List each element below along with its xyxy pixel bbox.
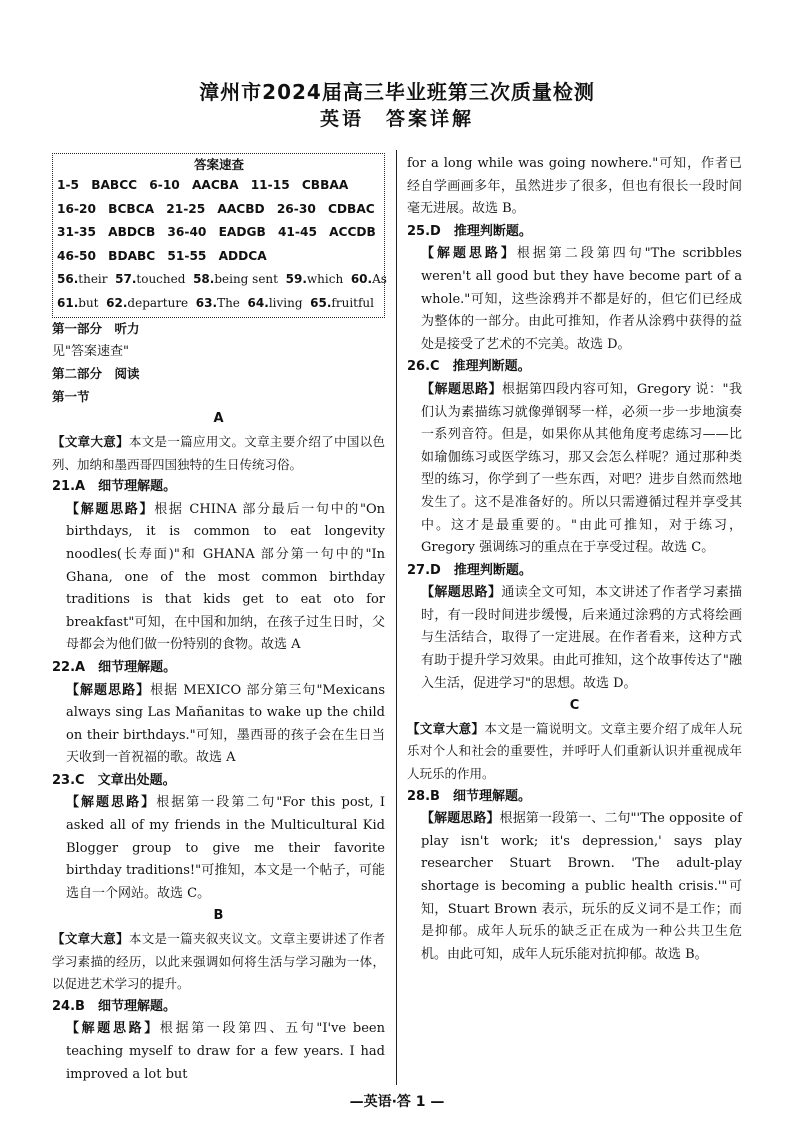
- reason-text: 根据 CHINA 部分最后一句中的"On birthdays, it is common to eat longevity noodles(长寿面)"和 GHANA 部分第一句中的"In Ghana, one of the most common birthday traditions is that kids get to eat oto for breakfast"可知，在中国和加纳，在孩子过生日时，父母都会为他们做一份特别的食物。故选 A: [66, 501, 385, 653]
- item-number: 57.: [115, 272, 137, 286]
- item-number: 61.: [57, 295, 79, 310]
- passage-label: A: [213, 411, 224, 427]
- reason-text: 根据第四段内容可知，Gregory 说："我们认为素描练习就像弹钢琴一样，必须一步一步地演奏一系列音符。但是，如果你从其他角度考虑练习——比如瑜伽练习或医学练习，那又会怎么样呢？通过那种类型的练习，你学到了一些东西，对吧？进步自然而然地发生了。这不是准备好的。所以只需遵循过程并享受其中。这才是最重要的。"由此可推知，对于练习，Gregory 强调练习的重点在于享受过程。故选 C。: [421, 381, 742, 556]
- item-number: 62.: [106, 295, 128, 310]
- item-answer: but: [78, 295, 99, 310]
- reason-text: 根据 MEXICO 部分第三句"Mexicans always sing Las Mañanitas to wake up the child on their birthdays."可知，墨西哥的孩子会在生日当天收到一首祝福的歌。故选 A: [66, 682, 385, 766]
- question-heading: 24.B 细节理解题。: [52, 998, 176, 1014]
- gist-text: 本文是一篇夹叙夹议文。文章主要讲述了作者学习素描的经历，以此来强调如何将生活与学习融为一体，以促进艺术学习的提升。: [52, 931, 385, 992]
- question-explanation: [52, 680, 385, 770]
- item-number: 59.: [285, 272, 307, 286]
- right-column: [407, 153, 742, 966]
- item-answer: The: [217, 295, 240, 310]
- gist-tag: 【文章大意】: [407, 720, 485, 736]
- item-answer: fruitful: [331, 295, 374, 310]
- question-heading: 26.C 推理判断题。: [407, 359, 531, 375]
- item-answer: living: [268, 295, 303, 310]
- item-number: 65.: [310, 295, 332, 310]
- gist-text: 本文是一篇说明文。文章主要介绍了成年人玩乐对个人和社会的重要性，并呼吁人们重新认识并重视成年人玩乐的作用。: [407, 720, 742, 782]
- reason-tag: 【解题思路】: [66, 795, 157, 811]
- reason-text: 根据第一段第一、二句"'The opposite of play isn't work; it's depression,' says play researcher Stuart Brown. 'The adult-play shortage is becoming a public health crisis.'"可知，Stuart Brown 表示，玩乐的反义词不是工作；而是抑郁。成年人玩乐的缺乏正在成为一种公共卫生危机。由此可知，成年人玩乐能对抗抑郁。故选 B。: [421, 811, 742, 962]
- item-answer: being sent: [214, 272, 278, 286]
- reason-text: 根据第一段第四、五句"I've been teaching myself to draw for a few years. I had improved a lot but: [66, 1021, 385, 1082]
- question-heading: 22.A 细节理解题。: [52, 659, 177, 675]
- question-heading: 28.B 细节理解题。: [407, 788, 531, 804]
- reason-tag: 【解题思路】: [421, 381, 502, 397]
- question-explanation: [407, 808, 742, 966]
- passage-gist: [52, 928, 385, 996]
- item-answer: their: [78, 272, 108, 286]
- reason-tag: 【解题思路】: [66, 501, 155, 517]
- fill-answer-row: [57, 268, 387, 292]
- reason-text: 通读全文可知，本文讲述了作者学习素描时，有一段时间进步缓慢，后来通过涂鸦的方式将绘画与生活结合，取得了一定进展。在作者看来，这种方式有助于提升学习效果。由此可推知，这个故事传达了"融入生活，促进学习"的思想。故选 D。: [421, 585, 742, 691]
- column-divider: [396, 150, 397, 1085]
- question-explanation: [52, 499, 385, 657]
- part-note: 见"答案速查": [52, 343, 129, 359]
- part-heading: 第二部分 阅读: [52, 366, 140, 382]
- left-column: [52, 153, 385, 1086]
- answer-key-title: 答案速查: [193, 157, 244, 172]
- gist-tag: 【文章大意】: [52, 433, 129, 449]
- reason-tag: 【解题思路】: [421, 811, 500, 827]
- answer-row: 16-20 BCBCA 21-25 AACBD 26-30 CDBAC: [57, 201, 375, 216]
- reason-text: 根据第二段第四句"The scribbles weren't all good but they have become part of a whole."可知，这些涂鸦并不都是好的，但它们已经成为整体的一部分。由此可推知，作者从涂鸦中获得的益处是接受了艺术的不完美。故选 D。: [421, 246, 742, 352]
- question-explanation: [407, 379, 742, 560]
- passage-label: C: [569, 698, 580, 714]
- part-heading: 第一部分 听力: [52, 321, 140, 336]
- item-answer: which: [306, 272, 344, 286]
- answer-row: 1-5 BABCC 6-10 AACBA 11-15 CBBAA: [57, 178, 349, 192]
- gist-tag: 【文章大意】: [52, 931, 129, 947]
- question-explanation: [407, 582, 742, 695]
- reason-tag: 【解题思路】: [66, 1021, 160, 1037]
- question-heading: 23.C 文章出处题。: [52, 772, 176, 788]
- question-explanation: [52, 1018, 385, 1086]
- reason-text: 根据第一段第二句"For this post, I asked all of my friends in the Multicultural Kid Blogger group to give me their favorite birthday traditions!"可推知，本文是一个帖子，可能选自一个网站。故选 C。: [66, 795, 385, 901]
- question-explanation-continued: for a long while was going nowhere."可知，作者已经自学画画多年，虽然进步了很多，但也有很长一段时间毫无进展。故选 B。: [407, 156, 742, 217]
- answer-row: 46-50 BDABC 51-55 ADDCA: [57, 248, 267, 263]
- item-number: 60.: [350, 272, 373, 286]
- reason-tag: 【解题思路】: [421, 246, 517, 262]
- passage-gist: [52, 431, 385, 476]
- fill-answer-row: [57, 292, 381, 316]
- item-number: 56.: [57, 272, 79, 286]
- passage-label: B: [213, 908, 224, 924]
- page-subtitle: 英语 答案详解: [319, 108, 474, 130]
- item-answer: As: [372, 272, 387, 286]
- item-answer: departure: [127, 295, 189, 310]
- item-number: 58.: [193, 272, 215, 286]
- answer-key-box: [52, 153, 385, 318]
- answer-row: 31-35 ABDCB 36-40 EADGB 41-45 ACCDB: [57, 225, 376, 239]
- passage-gist: [407, 718, 742, 786]
- question-heading: 21.A 细节理解题。: [52, 479, 177, 495]
- question-explanation: [407, 243, 742, 356]
- question-heading: 27.D 推理判断题。: [407, 562, 532, 578]
- reason-tag: 【解题思路】: [66, 682, 151, 698]
- question-explanation: [52, 792, 385, 905]
- item-answer: touched: [136, 272, 186, 286]
- page-footer: —英语·答 1 —: [349, 1094, 445, 1110]
- question-heading: 25.D 推理判断题。: [407, 223, 532, 239]
- item-number: 64.: [247, 295, 269, 310]
- section-heading: 第一节: [52, 388, 90, 404]
- item-number: 63.: [195, 295, 218, 310]
- reason-tag: 【解题思路】: [421, 585, 502, 601]
- gist-text: 本文是一篇应用文。文章主要介绍了中国以色列、加纳和墨西哥四国独特的生日传统习俗。: [52, 433, 385, 472]
- page-title: 漳州市2024届高三毕业班第三次质量检测: [199, 80, 595, 104]
